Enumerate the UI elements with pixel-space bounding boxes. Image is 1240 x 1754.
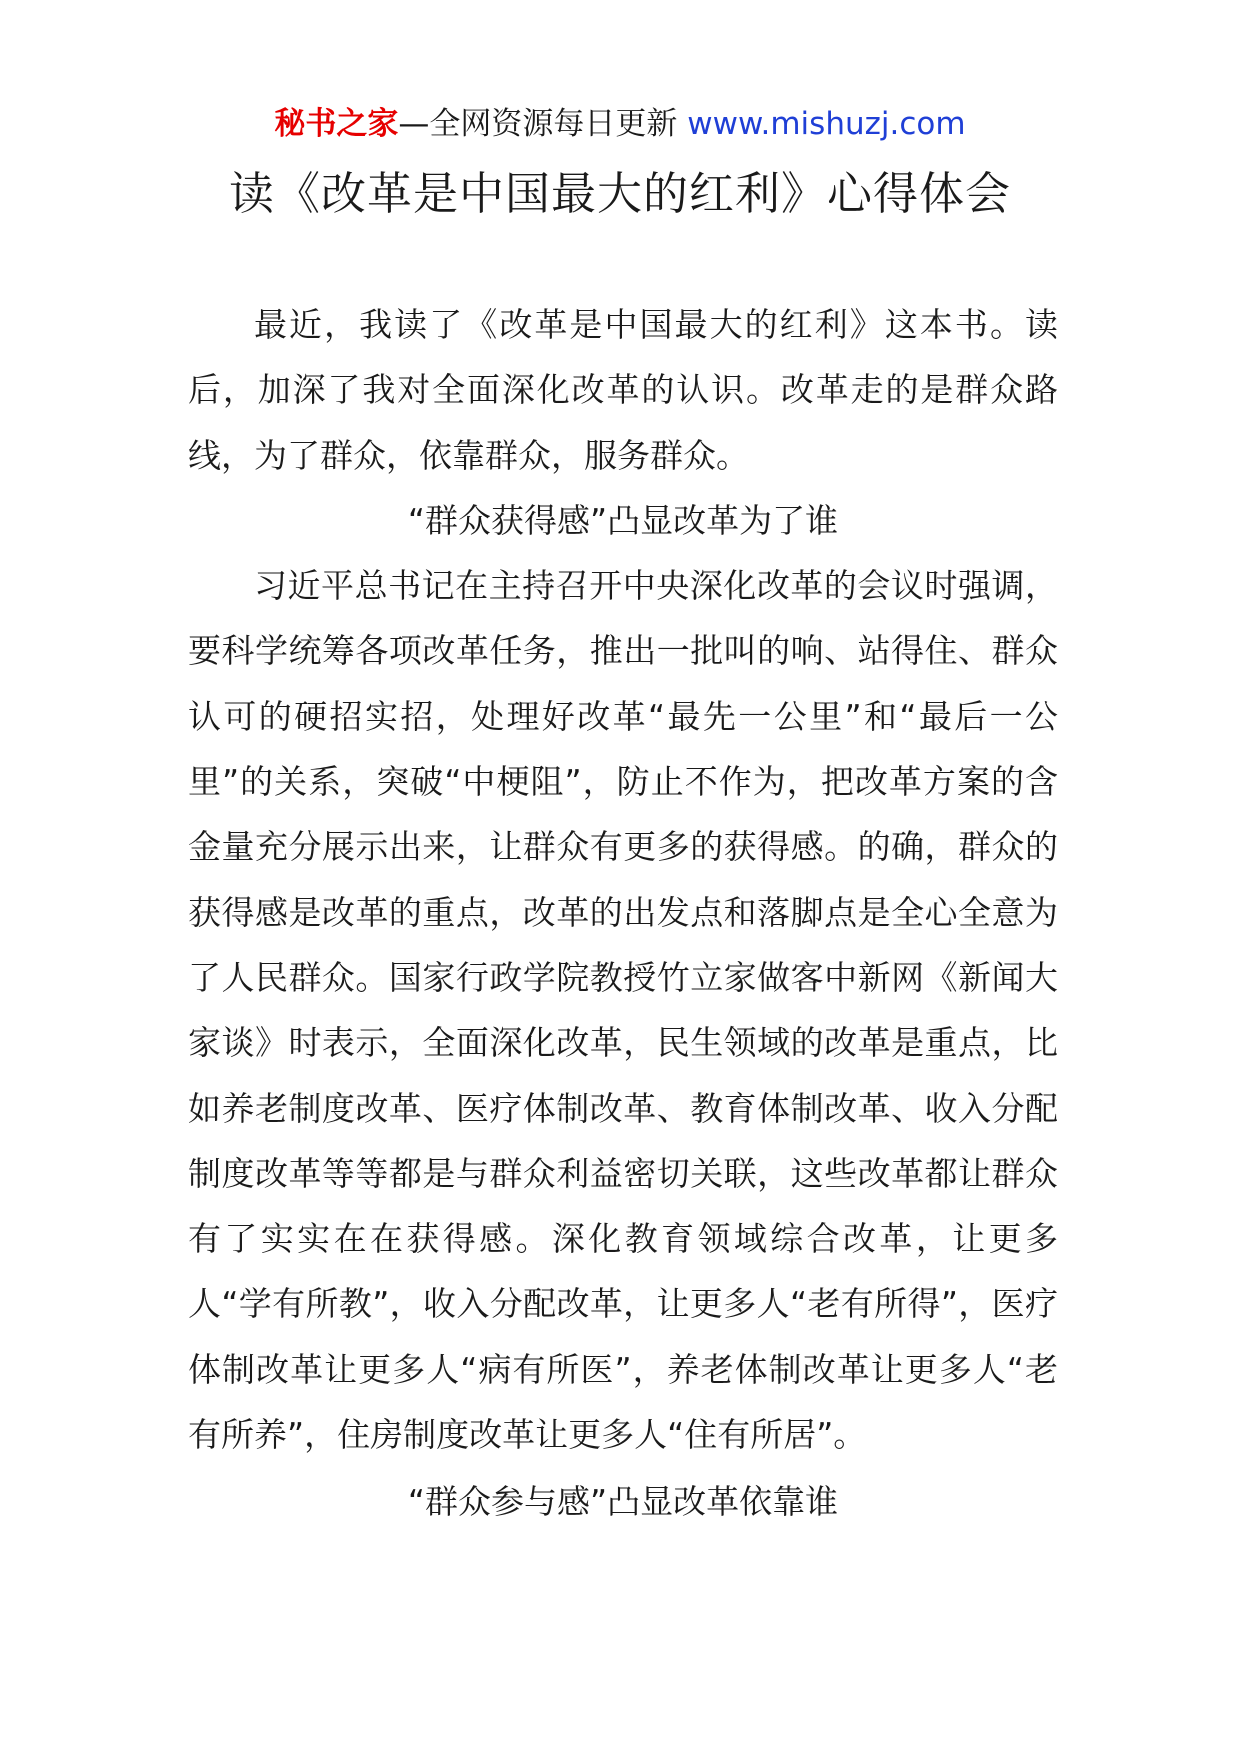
section-heading-1: “群众获得感”凸显改革为了谁 bbox=[407, 500, 839, 540]
document-title: 读《改革是中国最大的红利》心得体会 bbox=[228, 167, 1011, 220]
site-url[interactable]: www.mishuzj.com bbox=[687, 106, 966, 142]
site-slogan: —全网资源每日更新 bbox=[398, 106, 688, 142]
document-body bbox=[188, 292, 1058, 1535]
section-heading-2: “群众参与感”凸显改革依靠谁 bbox=[407, 1482, 839, 1522]
section-paragraph-1: 习近平总书记在主持召开中央深化改革的会议时强调，要科学统筹各项改革任务，推出一批叫的响、站得住、群众认可的硬招实招，处理好改革“最先一公里”和“最后一公里”的关系，突破“中梗阻”，防止不作为，把改革方案的含金量充分展示出来，让群众有更多的获得感。的确，群众的获得感是改革的重点，改革的出发点和落脚点是全心全意为了人民群众。国家行政学院教授竹立家做客中新网《新闻大家谈》时表示，全面深化改革，民生领域的改革是重点，比如养老制度改革、医疗体制改革、教育体制改革、收入分配制度改革等等都是与群众利益密切关联，这些改革都让群众有了实实在在获得感。深化教育领域综合改革，让更多人“学有所教”，收入分配改革，让更多人“老有所得”，医疗体制改革让更多人“病有所医”，养老体制改革让更多人“老有所养”，住房制度改革让更多人“住有所居”。 bbox=[188, 566, 1058, 1455]
intro-paragraph: 最近，我读了《改革是中国最大的红利》这本书。读后，加深了我对全面深化改革的认识。改革走的是群众路线，为了群众，依靠群众，服务群众。 bbox=[188, 305, 1058, 475]
site-header bbox=[0, 102, 1240, 146]
site-brand: 秘书之家 bbox=[274, 106, 399, 142]
